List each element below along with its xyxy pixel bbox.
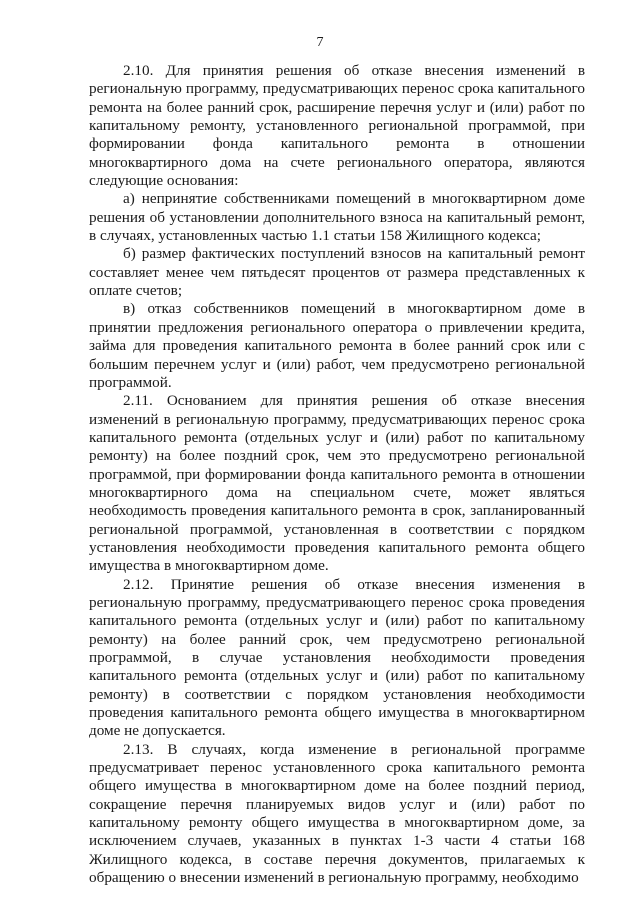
page-number: 7 bbox=[316, 35, 324, 50]
paragraph-2-10-b: б) размер фактических поступлений взносов на капитальный ремонт составляет менее чем пятьдесят процентов от размера представленных к оплате счетов; bbox=[89, 245, 585, 300]
paragraph-2-11: 2.11. Основанием для принятия решения об отказе внесения изменений в региональную программу, предусматривающих перенос срока капитального ремонта (отдельных услуг и (или) работ по капитальному ремонту) на более поздний срок, чем это предусмотрено региональной программой, при формировании фонда капитального ремонта в отношении многоквартирного дома на специальном счете, может являться необходимость проведения капитального ремонта в срок, запланированный региональной программой, установленная в соответствии с порядком установления необходимости проведения капитального ремонта общего имущества в многоквартирном доме. bbox=[89, 392, 585, 575]
paragraph-2-10-v: в) отказ собственников помещений в многоквартирном доме в принятии предложения регионального оператора о привлечении кредита, займа для проведения капитального ремонта в более ранний срок или с большим перечнем услуг и (или) работ, чем предусмотрено региональной программой. bbox=[89, 300, 585, 391]
paragraph-2-10-a: а) непринятие собственниками помещений в многоквартирном доме решения об установлении дополнительного взноса на капитальный ремонт, в случаях, установленных частью 1.1 статьи 158 Жилищного кодекса; bbox=[89, 190, 585, 245]
paragraph-2-13: 2.13. В случаях, когда изменение в региональной программе предусматривает перенос установленного срока капитального ремонта общего имущества в многоквартирном доме на более поздний период, сокращение перечня планируемых видов услуг и (или) работ по капитальному ремонту общего имущества в многоквартирном доме, за исключением случаев, указанных в пунктах 1-3 части 4 статьи 168 Жилищного кодекса, в составе перечня документов, прилагаемых к обращению о внесении изменений в региональную программу, необходимо bbox=[89, 740, 585, 887]
paragraph-2-12: 2.12. Принятие решения об отказе внесения изменения в региональную программу, предусматривающего перенос срока проведения капитального ремонта (отдельных услуг и (или) работ по капитальному ремонту) на более ранний срок, чем предусмотрено региональной программой, в случае установления необходимости проведения капитального ремонта (отдельных услуг и (или) работ по капитальному ремонту) в соответствии с порядком установления необходимости проведения капитального ремонта общего имущества в многоквартирном доме не допускается. bbox=[89, 575, 585, 740]
document-body bbox=[89, 62, 585, 887]
paragraph-2-10: 2.10. Для принятия решения об отказе внесения изменений в региональную программу, предусматривающих перенос срока капитального ремонта на более ранний срок, расширение перечня услуг и (или) работ по капитальному ремонту, установленного региональной программой, при формировании фонда капитального ремонта в отношении многоквартирного дома на счете регионального оператора, являются следующие основания: bbox=[89, 62, 585, 190]
